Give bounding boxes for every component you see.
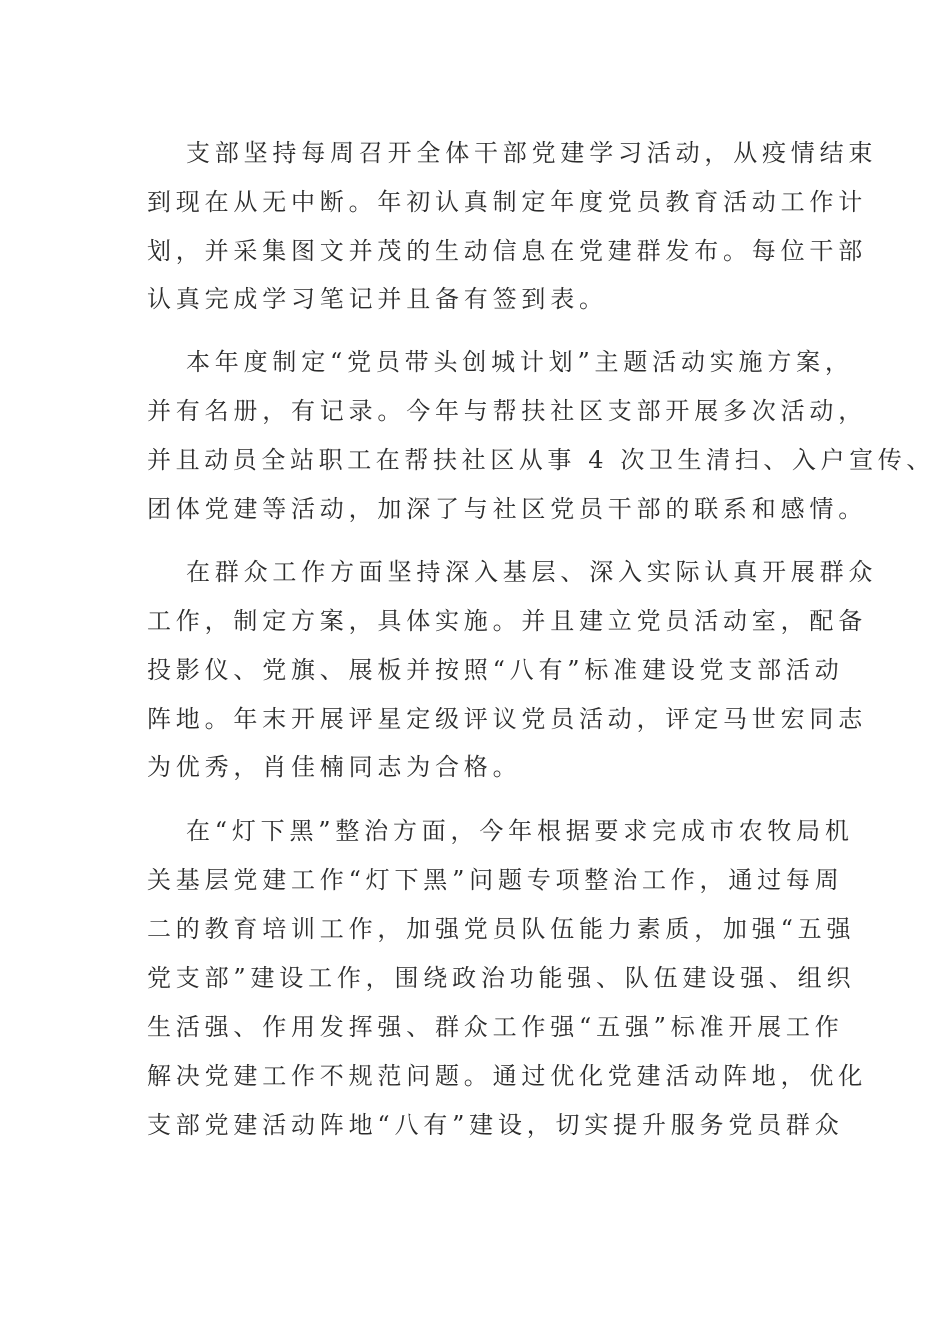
- paragraph-line: 本年度制定“党员带头创城计划”主题活动实施方案，: [186, 348, 854, 376]
- paragraph-line: 团体党建等活动，加深了与社区党员干部的联系和感情。: [147, 495, 867, 523]
- paragraph-line: 党支部”建设工作，围绕政治功能强、队伍建设强、组织: [147, 964, 856, 992]
- paragraph-line: 为优秀，肖佳楠同志为合格。: [147, 753, 522, 781]
- paragraph-line: 阵地。年末开展评星定级评议党员活动，评定马世宏同志: [147, 705, 867, 733]
- paragraph-line: 到现在从无中断。年初认真制定年度党员教育活动工作计: [147, 188, 867, 216]
- paragraph-line: 认真完成学习笔记并且备有签到表。: [147, 285, 608, 313]
- paragraph-line: 解决党建工作不规范问题。通过优化党建活动阵地，优化: [147, 1062, 867, 1090]
- paragraph-line: 生活强、作用发挥强、群众工作强“五强”标准开展工作: [147, 1013, 844, 1041]
- paragraph-line: 在群众工作方面坚持深入基层、深入实际认真开展群众: [186, 558, 878, 586]
- paragraph-line: 投影仪、党旗、展板并按照“八有”标准建设党支部活动: [147, 656, 844, 684]
- paragraph-line: 工作，制定方案，具体实施。并且建立党员活动室，配备: [147, 607, 867, 635]
- paragraph-line: 支部党建活动阵地“八有”建设，切实提升服务党员群众: [147, 1111, 844, 1139]
- paragraph-line: 支部坚持每周召开全体干部党建学习活动，从疫情结束: [186, 139, 878, 167]
- paragraph-line: 划，并采集图文并茂的生动信息在党建群发布。每位干部: [147, 237, 867, 265]
- paragraph-line: 并且动员全站职工在帮扶社区从事 4 次卫生清扫、入户宣传、: [147, 446, 935, 474]
- paragraph-line: 二的教育培训工作，加强党员队伍能力素质，加强“五强: [147, 915, 856, 943]
- paragraph-line: 在“灯下黑”整治方面，今年根据要求完成市农牧局机: [186, 817, 854, 845]
- paragraph-line: 并有名册，有记录。今年与帮扶社区支部开展多次活动，: [147, 397, 867, 425]
- paragraph-line: 关基层党建工作“灯下黑”问题专项整治工作，通过每周: [147, 866, 844, 894]
